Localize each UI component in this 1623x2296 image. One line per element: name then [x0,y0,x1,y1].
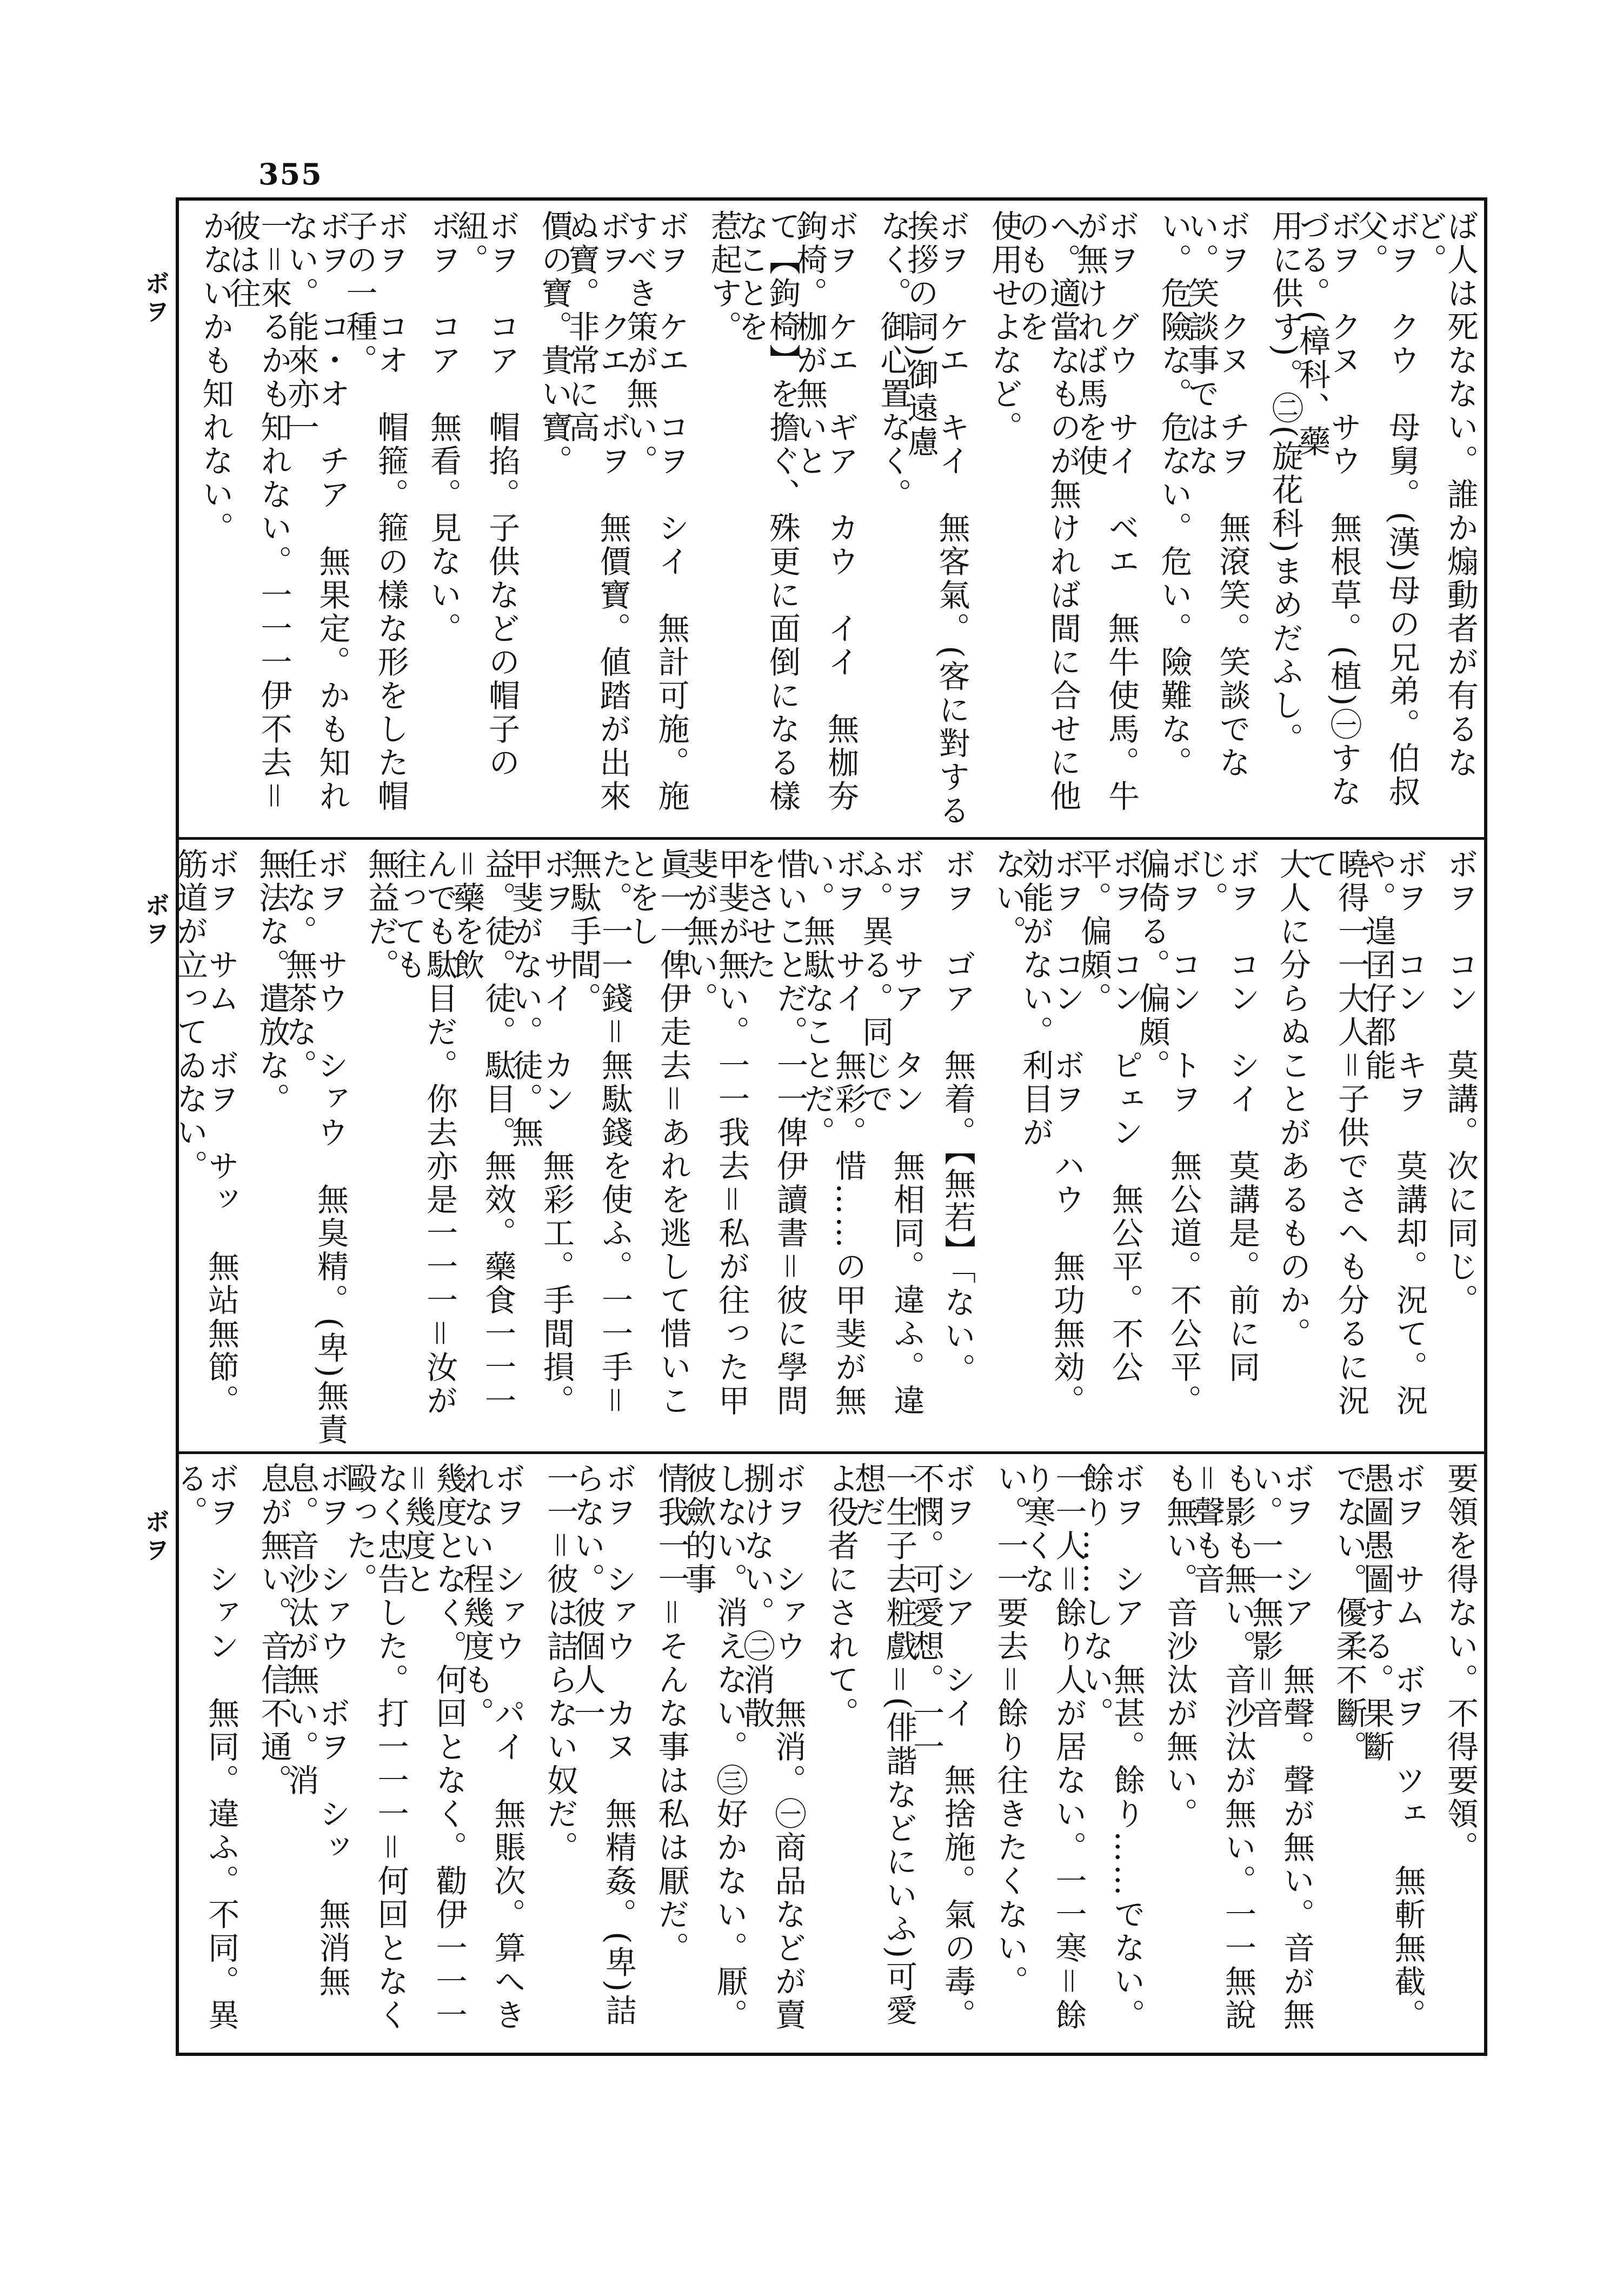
text-column: ボヲ シア シイ 無捨施。氣の毒。不憫。可愛想。一一 [908,1462,976,2032]
text-column: 甲斐が無い。一一我去＝私が往った甲斐が無い。 [682,848,750,1418]
text-column: ボヲ コ・オ チア 無果定。かも知れない。能來亦一 [282,210,351,813]
text-column: ボヲ グウ サイ ベエ 無牛使馬。牛が無ければ馬を使 [1072,210,1140,813]
text-column: 惹起す。 [706,210,742,344]
text-column: ボヲ サイ 無彩。惜……の甲斐が無い。無駄なことだ。 [799,848,867,1418]
text-column: 情我一一＝そんな事は私は厭だ。 [653,1462,690,1966]
text-column: ボヲ ケエ ギア カウ イイ 無枷夯鉤椅。枷が無いと [791,210,859,813]
text-column: ボヲ シア 無聲。聲が無い。音が無い。一一無影＝音 [1247,1462,1315,2032]
dictionary-tier-middle [171,844,1481,1447]
text-column: ボヲ コン ボヲ ハウ 無功無効。効能がない。利目が [1017,848,1085,1418]
text-column: 眞一一俾伊走去＝あれを逃して惜いことをし [623,848,691,1418]
text-column: 息が無い。音信不通。 [255,1462,292,1797]
text-column: ボヲ ケエ キイ 無客氣。(客に對する挨拶の詞)御遠慮 [902,210,970,828]
text-column: へ。適當なものが無ければ間に合せに他のものを [1013,210,1081,813]
text-column: 曉得一一大人＝子供でさへも分るに況て [1301,848,1369,1418]
text-column: て【鉤椅】を擔ぐ、殊更に面倒になる樣なことを [733,210,801,813]
text-column: ボヲ コア 帽掐。子供などの帽子の紐。 [452,210,520,780]
text-column: い。一一要去＝餘り往きたくない。 [992,1462,1029,1999]
text-column: 要領を得ない。不得要領。 [1442,1462,1479,1864]
text-column: ボヲ ケエ コヲ シイ 無計可施。施すべき策が無い。 [621,210,690,813]
text-column: ボヲ コン 莫講。次に同じ。 [1442,848,1479,1317]
text-column: ボヲ サム ボヲ ツェ 無斬無截。愚圖愚圖する。果斷 [1358,1462,1426,2032]
text-column: ボヲ コン ピェン 無公平。不公平。偏頗。 [1075,848,1143,1384]
text-column: 一一＝彼は詰らない奴だ。 [542,1462,578,1865]
text-column: ボヲ コア 無看。見ない。 [425,210,462,646]
text-column: も無い。音沙汰が無い。 [1161,1462,1198,1831]
text-column: 用に供す)。㊁(旋花科)まめだふし。 [1267,210,1303,756]
text-column: ボヲ コン キヲ 莫講却。況て。況や。遑囝仔都能 [1360,848,1428,1418]
text-column: 使用せよなど。 [986,210,1023,444]
tier-columns [184,205,1481,833]
dictionary-tier-lower [171,1458,1481,2051]
text-column: ボヲ クウ 母舅。(漢)母の兄弟。伯叔父。 [1352,210,1420,809]
text-column: しない。消えない。㊂好かない。厭。彼歛的事 [680,1462,748,2032]
text-column: 一生子去粧戲＝(俳諧などにいふ)可愛想だ [849,1462,917,2028]
text-column: んでも駄目だ。你去亦是一一一＝汝が往っても [390,848,458,1418]
text-column: ボヲ シァウ カヌ 無精姦。(卑)詰らない。彼個人一 [569,1462,637,2028]
text-column: も影も無い。音沙汰が無い。一一無說＝聲も音 [1188,1462,1256,2032]
side-label-lower: ボヲ [141,1509,170,1565]
text-column: 幾度となく。何回となく。勸伊一一一＝幾度と [399,1462,468,2032]
text-column: た。一一錢＝無駄錢を使ふ。一一手＝無駄手間。 [565,848,633,1418]
text-column: ば人は死なない。誰か煽動者が有るなど。 [1411,210,1479,780]
dictionary-tier-upper [184,205,1481,833]
text-column: ボヲ サイ カン 無彩工。手間損。甲斐がない。徒。無 [507,848,575,1418]
text-column: 一一人＝餘り人が居ない。一一寒＝餘り寒くな [1019,1462,1087,2033]
text-column: ボヲ シァン 無同。違ふ。不同。異る。 [171,1462,240,2032]
text-column: ボヲ シア 無甚。餘り……でない。餘り……しない。 [1077,1462,1146,2032]
text-column: い。危險な。危ない。危い。險難な。 [1155,210,1193,780]
text-column: かないかも知れない。 [197,210,234,545]
page-number: 355 [258,157,323,191]
text-column: ボヲ ゴア 無着。【無若】「ない。 [939,848,976,1386]
text-column: ボヲ シァウ ボヲ シッ 無消無息。音沙汰が無い。消 [282,1462,351,1999]
text-column: 益。徒。徒。駄目。無效。藥食一一一＝藥を飲 [448,848,516,1418]
text-column: ボヲ シァウ 無消。㊀商品などが賣捌けない。㊁消散 [738,1462,807,2032]
text-column: ボヲ コン トヲ 無公道。不公平。偏倚る。偏頗。 [1134,848,1202,1418]
tier-columns [171,1458,1481,2051]
text-column: 無法な。遣放な。 [254,848,290,1116]
text-column: なく忠告した。打一一一＝何回となく毆った。 [341,1462,409,2033]
text-column: ボヲ サウ シァウ 無臭精。(卑)無責任な。無茶な。 [281,848,349,1447]
side-label-upper: ボヲ [141,270,170,327]
text-column: ボヲ クヌ チヲ 無滾笑。笑談でない。笑談事ではな [1182,210,1251,780]
text-column: ボヲ サア タン 無相同。違ふ。違ふ。異る。同じで [857,848,925,1418]
tier-divider-upper [176,837,1487,840]
text-column: ボヲ コン シイ 莫講是。前に同じ。 [1192,848,1260,1384]
text-column: ボヲ コオ 帽箍。箍の樣な形をした帽子の一種。 [341,210,409,813]
text-column: 一＝來るかも知れない。一一一伊不去＝彼は往 [224,210,292,814]
text-column: 惜いことだ。一一俾伊讀書＝彼に學問をさせた [740,848,808,1418]
text-column: よ役者にされて。 [822,1462,859,1730]
text-column: ない。 [990,848,1027,948]
text-column: 大人に分らぬことがあるものか。 [1274,848,1311,1351]
text-column: なく。御心置なく。 [875,210,912,512]
side-label-middle: ボヲ [141,892,170,948]
text-column: ボヲ クエ ボヲ 無價寶。値踏が出來ぬ寶。非常に高 [563,210,631,813]
text-column: ボヲ サム ボヲ サッ 無站無節。筋道が立ってゐない。 [171,848,240,1418]
tier-columns [171,844,1481,1447]
text-column: でない。優柔不斷。 [1331,1462,1368,1764]
tier-divider-lower [176,1451,1487,1454]
text-column: 無益だ。 [363,848,400,982]
text-column: 價の寶。貴い寶。 [536,210,573,478]
text-column: ボヲ クヌ サウ 無根草。(植)㊀すなづる。(樟科、藥 [1294,210,1362,809]
text-column: ボヲ シァウ パイ 無賬次。算へきれない程幾度も。 [457,1462,526,2032]
